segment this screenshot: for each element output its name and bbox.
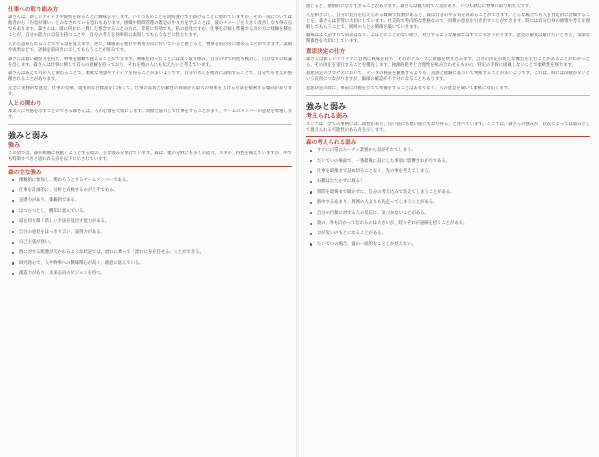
heading-relationships: 人との関わり: [8, 101, 42, 108]
list-item: 道を切り開く新しい手法を見出す能力がある。: [8, 219, 292, 224]
paragraph: 人から認められることでやる気を覚えます。逆に、価値ある他社や利用方向に付いていると感じると、物事を前向きに進めることができます。業績や成果などで、評価を前向きに示してもらうことが好みです。: [8, 41, 292, 53]
right-column: [306, 4, 590, 252]
page-fold: [296, 0, 299, 457]
list-item: 自分の意見をはっきり言い、説得力がある。: [8, 230, 292, 235]
left-column: [8, 4, 292, 282]
paragraph: 森さんは、新しいアイデアや洞察を得ることに興味を示します。いくつものことを同時並行で手掛けることに慣れていますが、その一部については他者から「内容が薄い」とみなされている恐れもあります。組織や時間管理の既定のやり方を学ぶことは、彼のイメージを大きく改善しなり得る点でもあります。森さんは、既に何かに一貫した専念することの方に、非常に有効でも、私の意見ですが、仕事を計画し準備する点の方に経験を積むことが、自分の能力に自信を持つことや、自分の考えを効率的に表現してもらうなどに役立ちます。: [8, 15, 292, 39]
paragraph: 森さんは新しいアイデアに自然に興味を持ち、それがグループに新風を吹き込みます。自分の決定が新たな機会を生むことがあることがわかったら、その決定を実行することを優先します。独創的思考と合理性を組み合わせるものの、特定の手段に固執しないことで柔軟性を保ちます。: [306, 56, 590, 68]
paragraph: 森さんは鋭い観察力を持ち、物事を俯瞰で捉えることができます。興味を持ったことには深く取り組み、自分の中で何度も検討し、自分なりの結論を出します。森さんは仕事に関して自らの見解を持っており、それを他の人にも伝えたいと考えています。: [8, 56, 292, 68]
subheading-strengths: 強み: [8, 141, 21, 149]
list-title-strengths: 森の主な強み: [8, 169, 42, 176]
list-item: 研究熱心で、人や物事への興味関心が高く、創意に富んでいる。: [8, 261, 292, 266]
list-item: 自分の行動に対する人の反応に、気づかないことがある。: [306, 211, 590, 216]
list-item: 彼の、外も向かって伝わるのは大きいが、時々それが誤解を招くことがある。: [306, 221, 590, 226]
paragraph: 本来人に共感を示すことのできる森さんは、人の心情を大切にします。同僚と協力して仕事をすることが多く、チームのメンバーの意見を尊重します。: [8, 109, 292, 121]
divider: [306, 136, 590, 137]
weaknesses-list: [306, 148, 590, 247]
list-item: ロが災いのもとになることがある。: [306, 231, 590, 236]
list-title-weaknesses: 森の考えられる弱み: [306, 140, 357, 147]
divider: [8, 124, 292, 125]
paragraph: 森さんはあえて外の人と関わることで、柔軟な発想やアイデアを得ることが多いようです。自分の考えを他者に説明することで、自分でも考えが整理されることがあります。: [8, 71, 292, 83]
strengths-list: [8, 178, 292, 277]
list-item: 他に対する配慮が欠かれるような状況では、流れに乗って「流れに身を任せる」ことができる。: [8, 250, 292, 255]
list-item: 仕事を最後まで詰め切ることなく、先の事を考えてしまう。: [306, 169, 590, 174]
paragraph: 完全に実務的な意見、仕事の見積、現実的な目標設定に関して、仕事の品質と信頼性の両面から最大の効果を上げる方法を模索する傾向があります。: [8, 85, 292, 98]
list-item: たいていの場合、彼の一面的なことしか見えない。: [306, 242, 590, 247]
divider: [8, 166, 292, 167]
list-item: はつらつとし、機知に富んでいる。: [8, 209, 292, 214]
list-item: たいていの場面で、一番最後に話にした事項に影響されがちである。: [306, 159, 590, 164]
list-item: 積極的に参加し、関わろうとするチームメンバーである。: [8, 178, 292, 183]
paragraph: 意思決定のプロセスにおいて、データの検証を徹底するよりも、直感と経験に基づいて判断することが多いようです。これは、時には決断が早いという長所につながりますが、細部の確認が不十分になることもあります。: [306, 71, 590, 83]
paragraph: この項では、森が組織に貢献しようとする際の、主な強みを挙げています。森は、他の分野にも多くの能力、スキル、特性を備えていますが、中でも特筆すべきと思われる点を以下に示されています。: [8, 150, 292, 162]
section-title-strengths: 強みと弱み: [8, 130, 48, 140]
paragraph: 人を相手にし、自分の見方を伝えられる職場で役割があると、彼は自分のやる気を高めることができます。どんな場合でも人を肯定的に評価することを、森さんは非常に大切にしています。社交的で外向的な性格なので、同僚の意見を引き出すことができます。時には自分自身の感情や考えを理解してもらうことで、周囲の人との関係を築いていきます。: [306, 12, 590, 30]
list-item: 熱中するあまり、周囲の人よりも先走ってしまうことがある。: [306, 200, 590, 205]
heading-work-approach: 仕事への取り組み方: [8, 7, 59, 13]
paragraph: 職場はよく話す方で肩書はなく、よほどのことがない限り、対立するような場面ではすぐに引き下がります。意見の衝突は避けたいと考え、気楽な関係性を大切にしています。: [306, 33, 590, 45]
list-item: 仕事を計画的に、分析と点検するのが上手である。: [8, 188, 292, 193]
list-item: すぐに日常のルーチン業務から気がそれてしまう。: [306, 148, 590, 153]
paragraph: ユングは「全ての事柄には二面性があり、良い面にも悪い面にもなり得る」と述べています。ここでは、森さんの強みが、状況によっては弱みとして捉えられる可能性のある点を示します。: [306, 121, 590, 133]
heading-decision-making: 意思決定の仕方: [306, 48, 346, 55]
section-title-weaknesses: 強みと弱み: [306, 101, 346, 111]
list-item: 創造力があり、未来志向のビジョンを持つ。: [8, 271, 292, 276]
subheading-weaknesses: 考えられる弱み: [306, 112, 349, 120]
list-item: 質問を最後まで聞かずに、自分の考え込みで答えてしまうことがある。: [306, 190, 590, 195]
list-item: 自己主張が強い。: [8, 240, 292, 245]
paragraph: 意思決定の際に、事前に計画を立てて準備をすることはあまりなく、人の意見を聞いて柔軟に対応します。: [306, 85, 512, 91]
list-item: 直感力があり、楽観的である。: [8, 198, 292, 203]
list-item: 石橋はたたかずに渡る！: [306, 179, 590, 184]
divider: [306, 95, 590, 96]
paragraph: 感じると、感情的になりすぎることがあります。森さんは魅力的で人気があり、いつも熱心に物事に取り組む人です。: [306, 4, 534, 9]
